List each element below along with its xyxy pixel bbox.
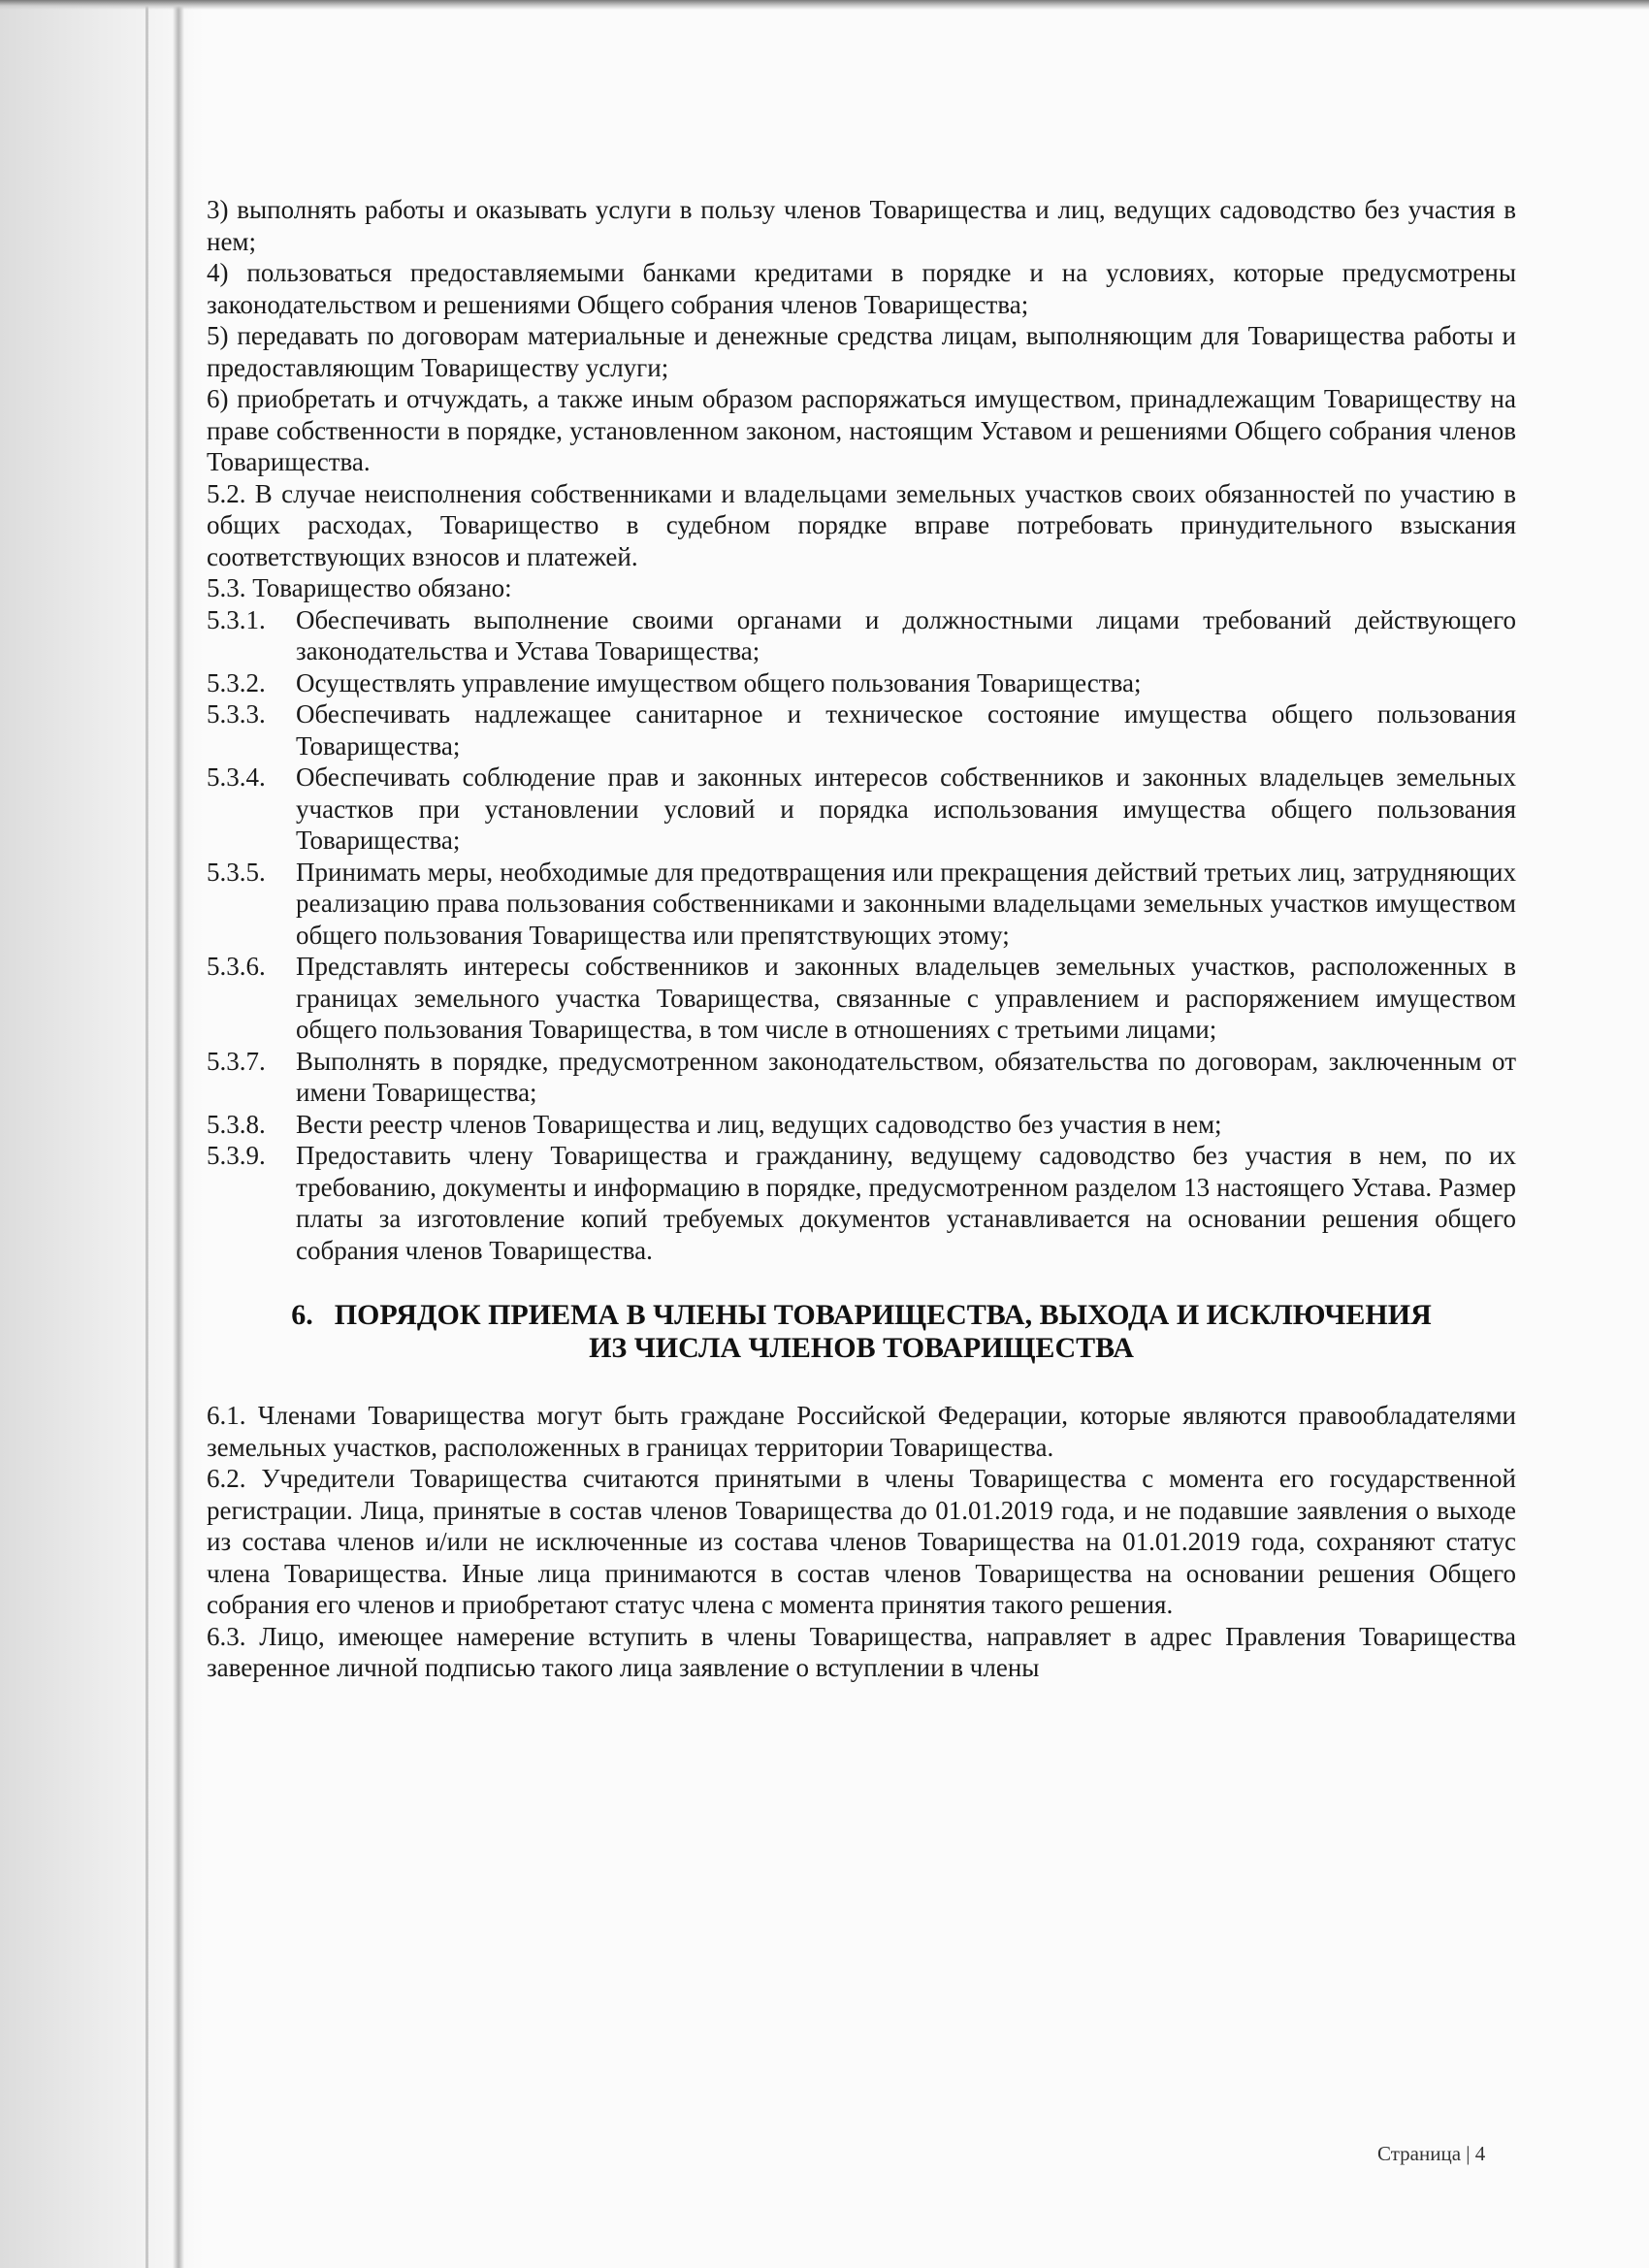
sub-item-number: 5.3.1. — [207, 604, 266, 634]
paragraph: 3) выполнять работы и оказывать услуги в пользу членов Товарищества и лиц, ведущих садоводство без участия в нем; — [207, 195, 1516, 256]
sub-item — [207, 604, 1516, 667]
paragraph: 5) передавать по договорам материальные и денежные средства лицам, выполняющим для Товарищества работы и предоставляющим Товариществу услуги; — [207, 321, 1516, 382]
sub-item — [207, 698, 1516, 761]
sub-item-number: 5.3.5. — [207, 857, 266, 887]
sub-item — [207, 1140, 1516, 1266]
sub-item-number: 5.3.4. — [207, 762, 266, 792]
sub-item-text: Обеспечивать надлежащее санитарное и техническое состояние имущества общего пользования Товарищества; — [296, 699, 1516, 761]
sub-item-text: Выполнять в порядке, предусмотренном законодательством, обязательства по договорам, заключенным от имени Товарищества; — [296, 1046, 1516, 1107]
sub-item — [207, 951, 1516, 1046]
paragraph: 4) пользоваться предоставляемыми банками кредитами в порядке и на условиях, которые предусмотрены законодательством и решениями Общего собрания членов Товарищества; — [207, 258, 1516, 319]
sub-item-text: Вести реестр членов Товарищества и лиц, ведущих садоводство без участия в нем; — [296, 1109, 1222, 1139]
sub-item — [207, 761, 1516, 857]
sub-item-text: Осуществлять управление имуществом общего пользования Товарищества; — [296, 667, 1142, 697]
section-heading-line1 — [207, 1299, 1516, 1332]
paragraph: 6.2. Учредители Товарищества считаются принятыми в члены Товарищества с момента его государственной регистрации. Лица, принятые в состав членов Товарищества до 01.01.2019 года, и не подавшие заявления о выходе из состава членов и/или не исключенные из состава членов Товарищества на 01.01.2019 года, сохраняют статус члена Товарищества. Иные лица принимаются в состав членов Товарищества на основании решения Общего собрания его членов и приобретают статус члена с момента принятия такого решения. — [207, 1464, 1516, 1619]
sub-item-number: 5.3.9. — [207, 1141, 266, 1170]
paragraph: 6.1. Членами Товарищества могут быть граждане Российской Федерации, которые являются правообладателями земельных участков, расположенных в границах территории Товарищества. — [207, 1401, 1516, 1462]
sub-item — [207, 667, 1516, 699]
document-body — [207, 194, 1516, 1684]
section-title-line1: ПОРЯДОК ПРИЕМА В ЧЛЕНЫ ТОВАРИЩЕСТВА, ВЫХОДА И ИСКЛЮЧЕНИЯ — [334, 1299, 1432, 1331]
scan-binding-fold — [173, 0, 184, 2268]
paragraph: 5.2. В случае неисполнения собственниками и владельцами земельных участков своих обязанностей по участию в общих расходах, Товарищество в судебном порядке вправе потребовать принудительного взыскания соответствующих взносов и платежей. — [207, 478, 1516, 571]
sub-item — [207, 1109, 1516, 1141]
scan-shadow-top — [0, 0, 1649, 10]
sub-item-number: 5.3.8. — [207, 1109, 266, 1139]
sub-item-text: Представлять интересы собственников и законных владельцев земельных участков, расположенных в границах земельного участка Товарищества, связанные с управлением и распоряжением имуществом общего пользования Товарищества, в том числе в отношениях с третьими лицами; — [296, 952, 1516, 1044]
sub-item-text: Принимать меры, необходимые для предотвращения или прекращения действий третьих лиц, затрудняющих реализацию права пользования собственниками и законными владельцами земельных участков имуществом общего пользования Товарищества или препятствующих этому; — [296, 857, 1516, 950]
sub-item — [207, 857, 1516, 952]
sub-item-number: 5.3.7. — [207, 1046, 266, 1076]
sub-item-text: Обеспечивать соблюдение прав и законных интересов собственников и законных владельцев земельных участков при установлении условий и порядка использования имущества общего пользования Товарищества; — [296, 762, 1516, 855]
sub-item-number: 5.3.6. — [207, 952, 266, 981]
section-title-line2: ИЗ ЧИСЛА ЧЛЕНОВ ТОВАРИЩЕСТВА — [589, 1332, 1134, 1364]
scan-edge-line — [146, 0, 148, 2268]
paragraph: 5.3. Товарищество обязано: — [207, 573, 512, 602]
page-number-footer: Страница | 4 — [1377, 2142, 1486, 2165]
section-heading — [207, 1299, 1516, 1365]
sub-item — [207, 1046, 1516, 1109]
sub-item-text: Обеспечивать выполнение своими органами и должностными лицами требований действующего законодательства и Устава Товарищества; — [296, 604, 1516, 665]
paragraph: 6) приобретать и отчуждать, а также иным образом распоряжаться имуществом, принадлежащим Товариществу на праве собственности в порядке, установленном законом, настоящим Уставом и решениями Общего собрания членов Товарищества. — [207, 384, 1516, 476]
sub-item-number: 5.3.3. — [207, 699, 266, 729]
section-number: 6. — [291, 1299, 313, 1331]
paragraph: 6.3. Лицо, имеющее намерение вступить в члены Товарищества, направляет в адрес Правления Товарищества заверенное личной подписью такого лица заявление о вступлении в члены — [207, 1621, 1516, 1682]
sub-item-number: 5.3.2. — [207, 667, 266, 697]
sub-item-text: Предоставить члену Товарищества и гражданину, ведущему садоводство без участия в нем, по их требованию, документы и информацию в порядке, предусмотренном разделом 13 настоящего Устава. Размер платы за изготовление копий требуемых документов устанавливается на основании решения общего собрания членов Товарищества. — [296, 1141, 1516, 1265]
